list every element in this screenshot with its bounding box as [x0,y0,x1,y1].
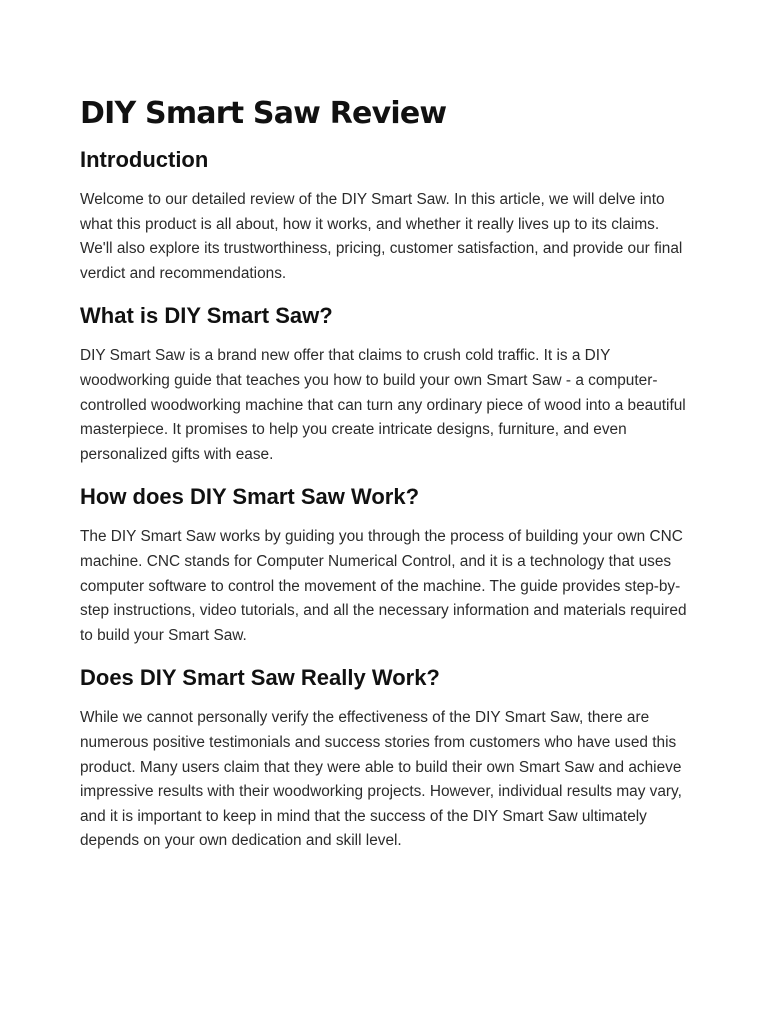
section-paragraph: While we cannot personally verify the effectiveness of the DIY Smart Saw, there are numerous positive testimonials and success stories from customers who have used this product. Many users claim that they were able to build their own Smart Saw and achieve impressive results with their woodworking projects. However, individual results may vary, and it is important to keep in mind that the success of the DIY Smart Saw ultimately depends on your own dedication and skill level. [80,709,682,850]
section-heading: Introduction [80,147,209,172]
document-page [80,92,690,870]
section-introduction [80,146,690,286]
section-paragraph: Welcome to our detailed review of the DIY Smart Saw. In this article, we will delve into what this product is all about, how it works, and whether it really lives up to its claims. We'll also explore its trustworthiness, pricing, customer satisfaction, and provide our final verdict and recommendations. [80,191,683,282]
section-does-it-work [80,664,690,854]
section-paragraph: The DIY Smart Saw works by guiding you through the process of building your own CNC machine. CNC stands for Computer Numerical Control, and it is a technology that uses computer software to control the movement of the machine. The guide provides step-by-step instructions, video tutorials, and all the necessary information and materials required to build your Smart Saw. [80,528,687,644]
section-heading: How does DIY Smart Saw Work? [80,484,420,510]
section-how-it-works [80,483,690,648]
document-title: DIY Smart Saw Review [80,96,447,131]
section-heading: What is DIY Smart Saw? [80,303,333,329]
section-paragraph: DIY Smart Saw is a brand new offer that claims to crush cold traffic. It is a DIY woodworking guide that teaches you how to build your own Smart Saw - a computer-controlled woodworking machine that can turn any ordinary piece of wood into a beautiful masterpiece. It promises to help you create intricate designs, furniture, and even personalized gifts with ease. [80,347,686,463]
section-what-is [80,302,690,467]
section-heading: Does DIY Smart Saw Really Work? [80,665,440,691]
